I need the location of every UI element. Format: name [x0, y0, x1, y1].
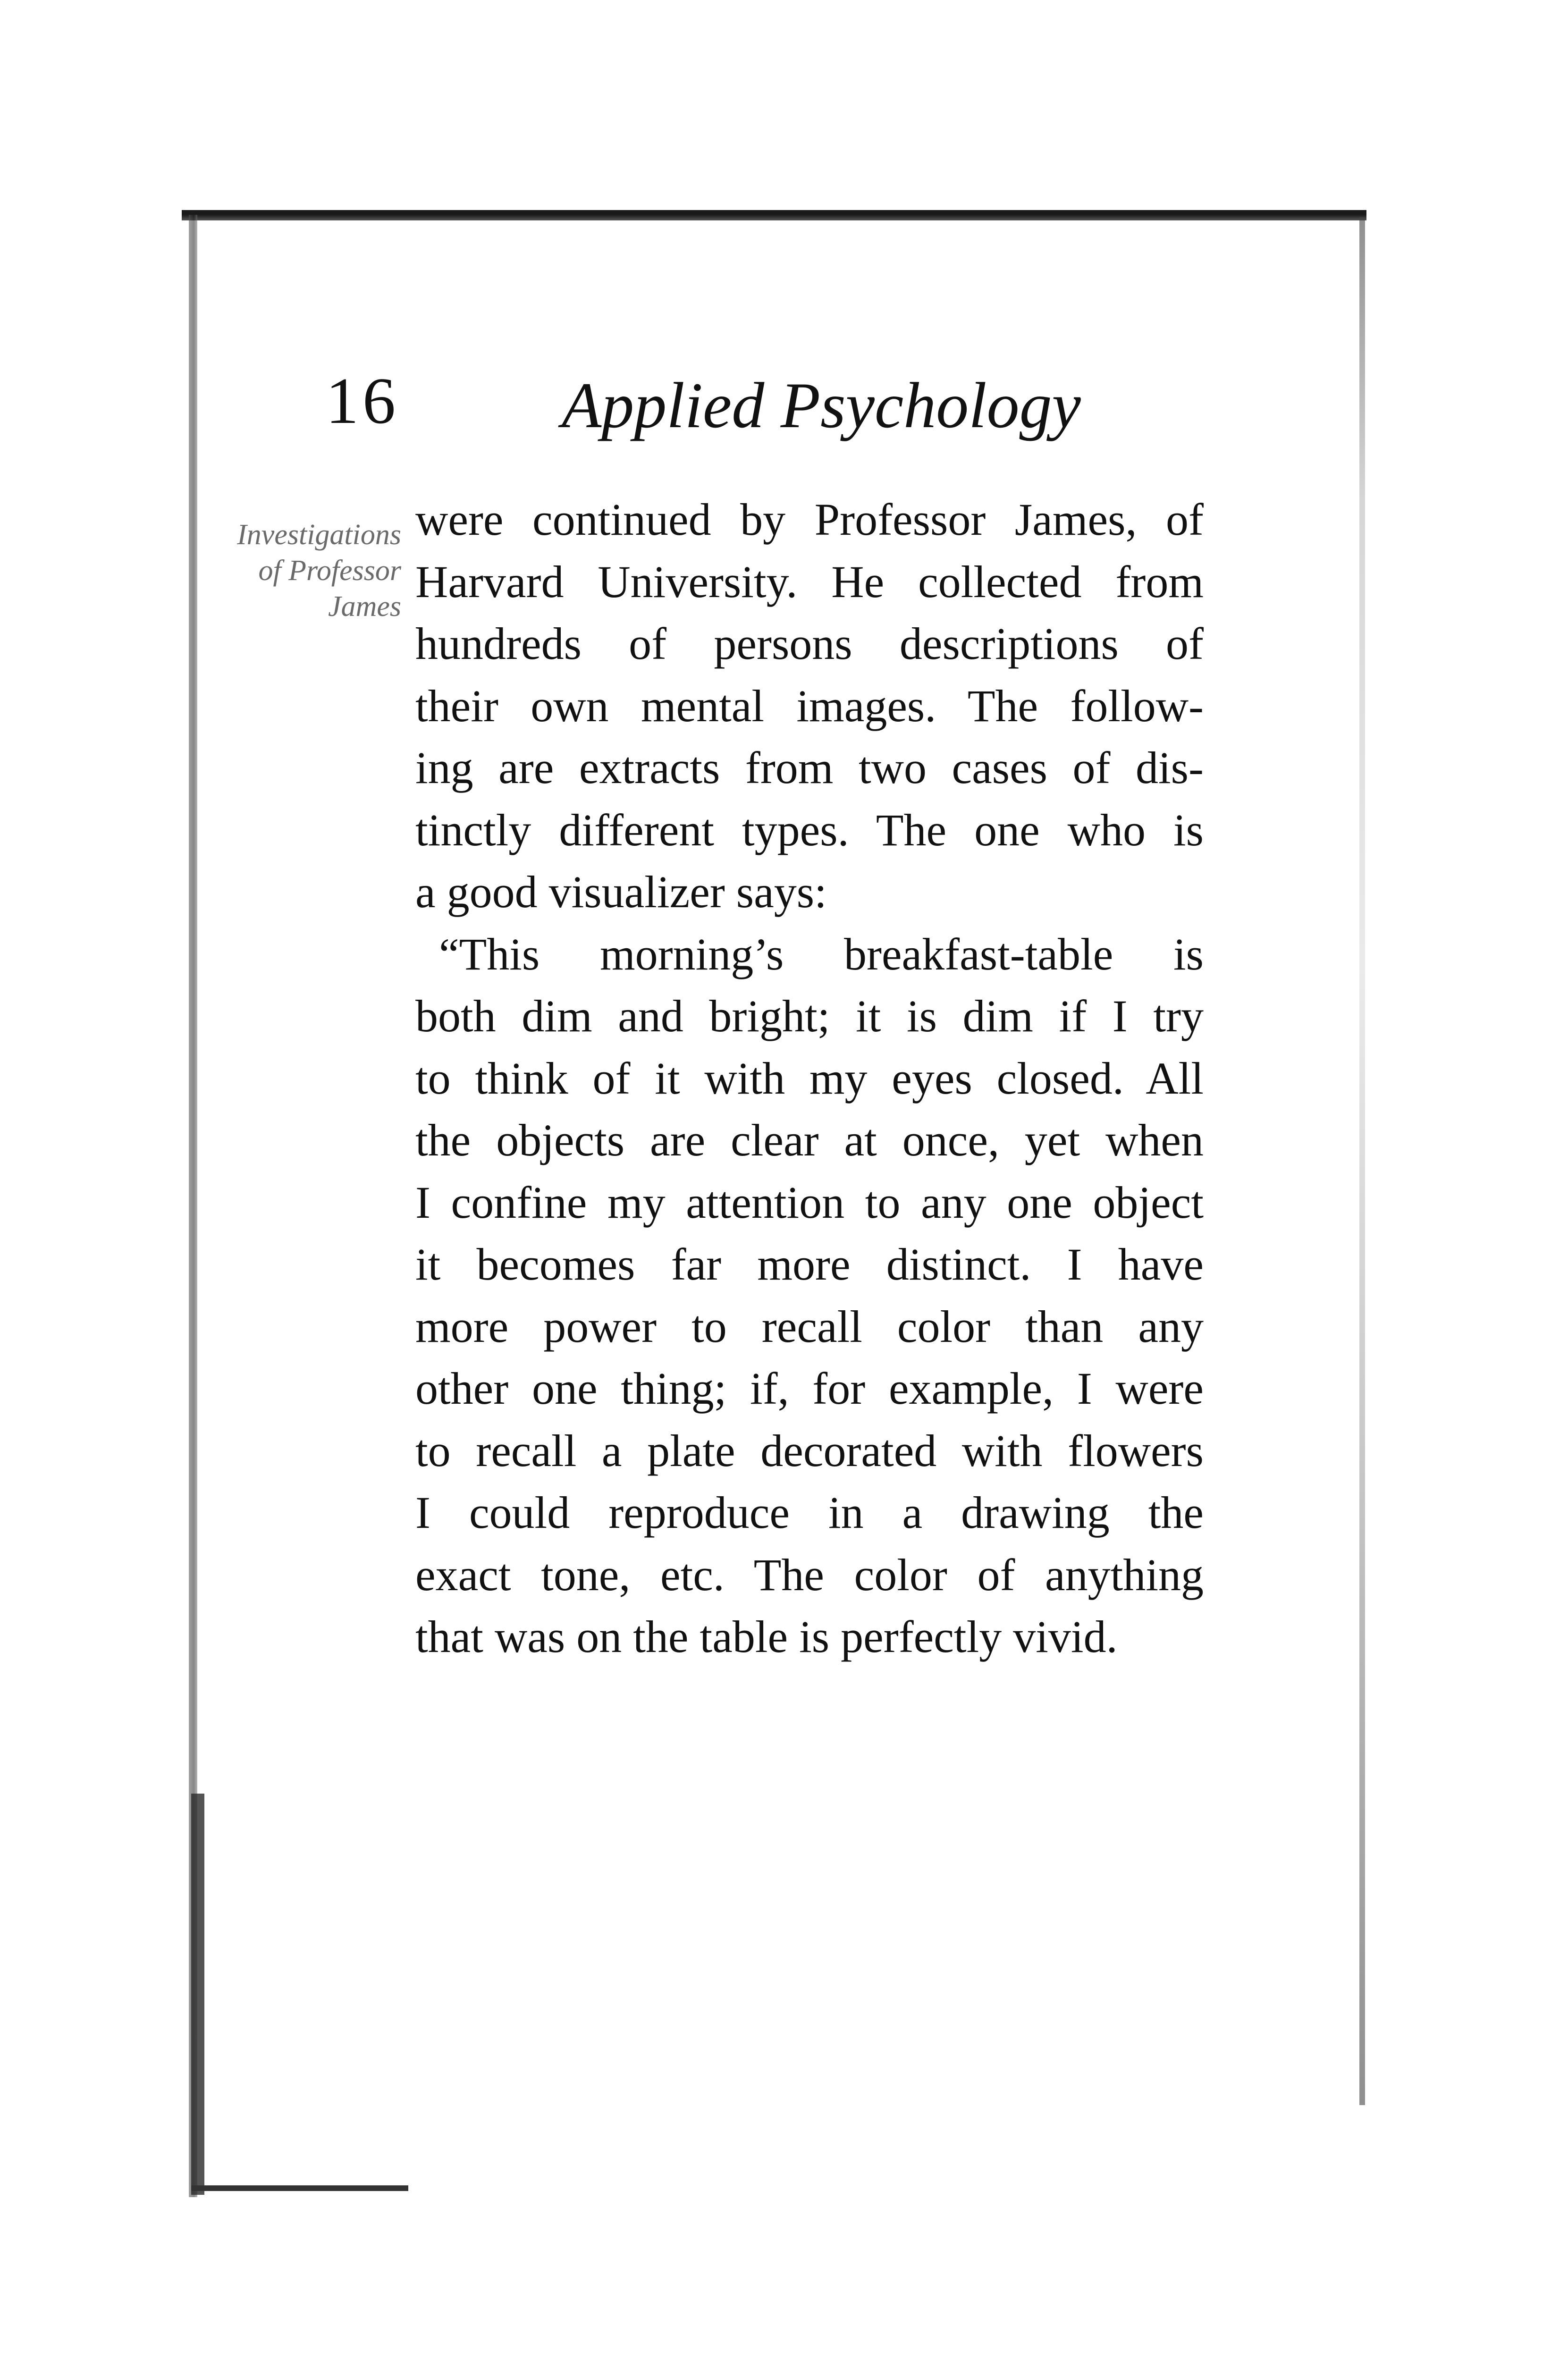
- text-line: I could reproduce in a drawing the: [415, 1487, 1204, 1538]
- text-line: their own mental images. The follow-: [415, 680, 1204, 731]
- text-line: I confine my attention to any one object: [415, 1177, 1204, 1228]
- text-line: ing are extracts from two cases of dis-: [415, 742, 1204, 793]
- text-line: to think of it with my eyes closed. All: [415, 1053, 1204, 1104]
- scan-border-right: [1359, 217, 1365, 2105]
- text-line: Harvard University. He collected from: [415, 556, 1204, 607]
- text-line: both dim and bright; it is dim if I try: [415, 991, 1204, 1041]
- body-text: [415, 489, 1204, 1668]
- marginal-note-line: of Professor: [258, 555, 401, 587]
- text-line: that was on the table is perfectly vivid.: [415, 1611, 1118, 1662]
- scan-border-bottom: [191, 2185, 408, 2191]
- text-line: “This morning’s breakfast-table is: [439, 928, 1204, 979]
- page-number: 16: [326, 364, 399, 438]
- text-line: to recall a plate decorated with flowers: [415, 1425, 1204, 1476]
- text-line: it becomes far more distinct. I have: [415, 1239, 1204, 1290]
- text-line: exact tone, etc. The color of anything: [415, 1549, 1204, 1600]
- text-line: tinctly different types. The one who is: [415, 804, 1204, 855]
- running-head: Applied Psychology: [562, 369, 1081, 441]
- text-line: a good visualizer says:: [415, 867, 827, 917]
- marginal-note-line: Investigations: [237, 519, 401, 551]
- text-line: were continued by Professor James, of: [415, 494, 1204, 545]
- text-line: more power to recall color than any: [415, 1301, 1204, 1352]
- text-line: hundreds of persons descriptions of: [415, 618, 1204, 669]
- text-line: other one thing; if, for example, I were: [415, 1363, 1204, 1414]
- marginal-note-line: James: [328, 590, 401, 623]
- scan-border-top: [182, 210, 1366, 220]
- text-line: the objects are clear at once, yet when: [415, 1115, 1204, 1165]
- marginal-note: [186, 517, 401, 624]
- scan-border-left-shadow: [191, 1794, 204, 2195]
